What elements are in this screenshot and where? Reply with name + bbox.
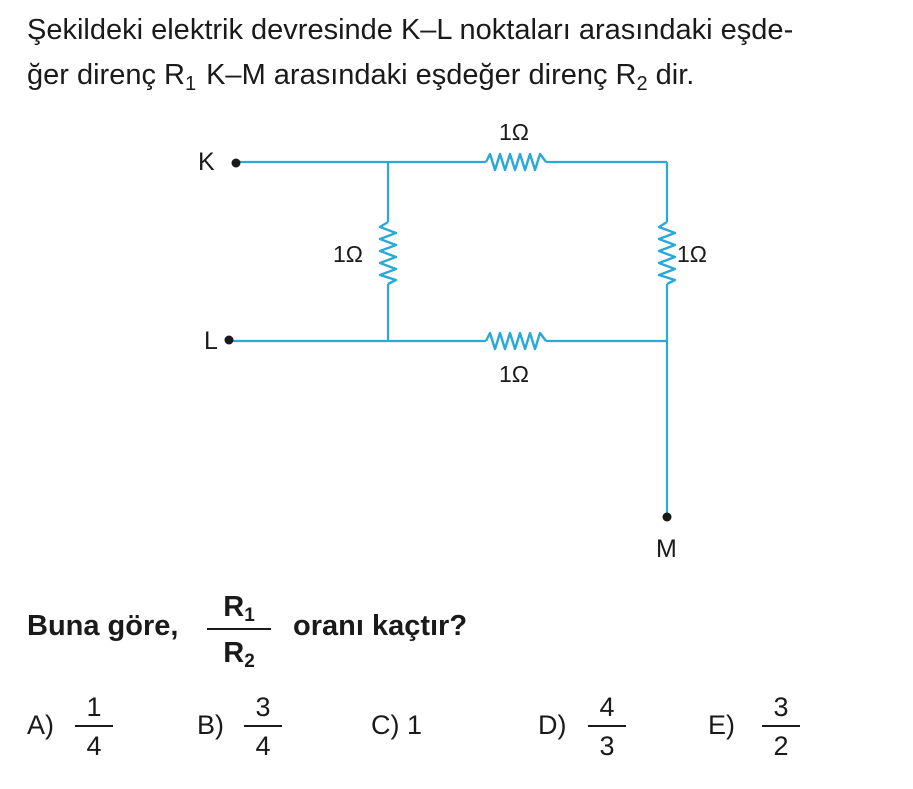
question-line-2-part-c: dir. bbox=[647, 59, 695, 91]
resistor-bottom-label: 1Ω bbox=[499, 361, 529, 387]
ratio-fraction-bar bbox=[207, 628, 271, 630]
node-l-dot bbox=[225, 336, 234, 345]
option-d-numerator: 4 bbox=[599, 692, 615, 722]
option-a-letter: A) bbox=[27, 710, 54, 740]
option-d-bar bbox=[588, 725, 626, 727]
option-e-fraction bbox=[762, 690, 800, 762]
resistor-left-label: 1Ω bbox=[333, 241, 363, 267]
option-d-letter: D) bbox=[538, 710, 567, 740]
resistor-left-vertical bbox=[380, 222, 396, 284]
ratio-numerator-sub: 1 bbox=[244, 605, 255, 626]
ask-prefix: Buna göre, bbox=[27, 610, 179, 642]
ratio-denominator-symbol: R bbox=[223, 637, 245, 669]
option-a-denominator: 4 bbox=[86, 731, 102, 761]
option-b-fraction bbox=[244, 690, 282, 762]
resistor-right-label: 1Ω bbox=[677, 241, 707, 267]
option-c-value: 1 bbox=[407, 710, 423, 740]
option-d-fraction bbox=[588, 690, 626, 762]
ratio-denominator-sub: 2 bbox=[244, 651, 255, 672]
option-e-letter: E) bbox=[708, 710, 735, 740]
ratio-fraction bbox=[207, 588, 271, 672]
question-line-2-part-a: ğer direnç R bbox=[27, 59, 185, 91]
node-m-label: M bbox=[656, 535, 677, 563]
option-c-text bbox=[371, 710, 422, 741]
option-b-bar bbox=[244, 725, 282, 727]
node-k-label: K bbox=[198, 148, 215, 176]
node-k-dot bbox=[232, 159, 241, 168]
option-d-denominator: 3 bbox=[599, 731, 615, 761]
option-e-numerator: 3 bbox=[773, 692, 789, 722]
subscript-r2: 2 bbox=[636, 73, 648, 95]
question-line-2-part-b: K–M arasındaki eşdeğer direnç R bbox=[206, 59, 637, 91]
question-line-1: Şekildeki elektrik devresinde K–L noktaları arasındaki eşde- bbox=[27, 14, 794, 46]
option-a-numerator: 1 bbox=[86, 692, 102, 722]
resistor-bottom bbox=[486, 333, 546, 349]
option-a-fraction bbox=[75, 690, 113, 762]
node-m-dot bbox=[663, 513, 672, 522]
option-e-bar bbox=[762, 725, 800, 727]
option-c-letter: C) bbox=[371, 710, 400, 740]
resistor-top bbox=[486, 154, 546, 170]
ratio-denominator bbox=[207, 634, 271, 672]
resistor-top-label: 1Ω bbox=[499, 119, 529, 145]
option-b-letter: B) bbox=[197, 710, 224, 740]
option-e-denominator: 2 bbox=[773, 731, 789, 761]
option-b-denominator: 4 bbox=[255, 731, 271, 761]
ask-suffix: oranı kaçtır? bbox=[293, 610, 468, 642]
subscript-r1: 1 bbox=[184, 73, 197, 95]
node-l-label: L bbox=[204, 327, 218, 355]
ratio-numerator-symbol: R bbox=[223, 591, 245, 623]
ratio-numerator bbox=[207, 588, 271, 626]
option-a-bar bbox=[75, 725, 113, 727]
resistor-right-vertical bbox=[659, 222, 675, 284]
option-b-numerator: 3 bbox=[255, 692, 271, 722]
